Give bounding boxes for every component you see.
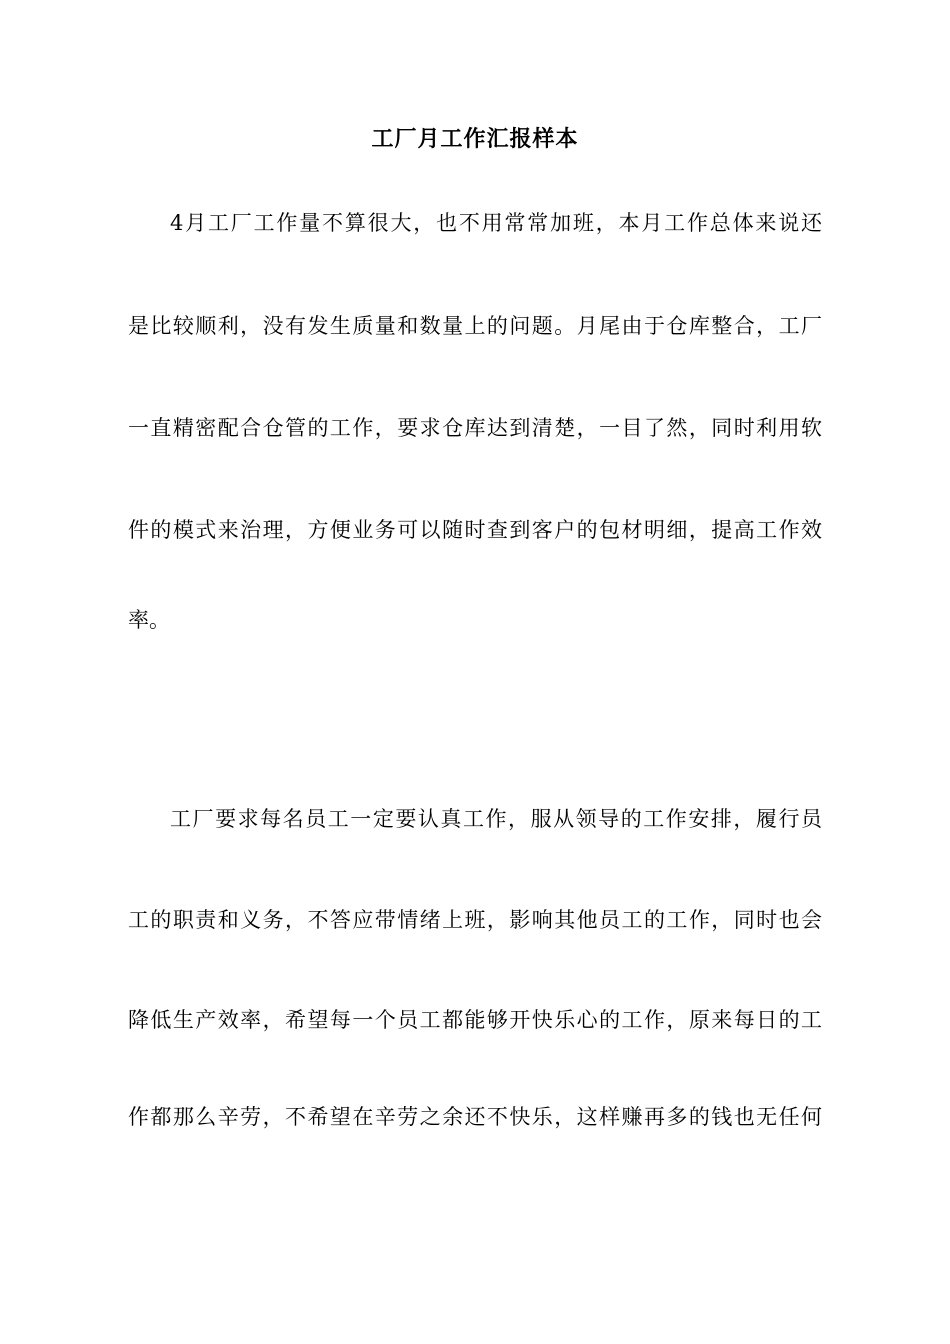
paragraph-2-line-3: 降低生产效率，希望每一个员工都能够开快乐心的工作，原来每日的工 — [128, 1008, 822, 1032]
paragraph-2-line-4: 作都那么辛劳，不希望在辛劳之余还不快乐，这样赚再多的钱也无任何 — [128, 1105, 822, 1129]
paragraph-1-line-5: 率。 — [128, 608, 170, 632]
paragraph-2-line-1: 工厂要求每名员工一定要认真工作，服从领导的工作安排，履行员 — [170, 807, 822, 831]
paragraph-2-line-2: 工的职责和义务，不答应带情绪上班，影响其他员工的工作，同时也会 — [128, 908, 822, 932]
paragraph-1-line-4: 件的模式来治理，方便业务可以随时查到客户的包材明细，提高工作效 — [128, 518, 822, 542]
paragraph-1-line-2: 是比较顺利，没有发生质量和数量上的问题。月尾由于仓库整合，工厂 — [128, 314, 822, 338]
document-title: 工厂月工作汇报样本 — [371, 127, 579, 152]
paragraph-1-line-1: 4月工厂工作量不算很大，也不用常常加班，本月工作总体来说还 — [170, 211, 822, 235]
paragraph-1-line-3: 一直精密配合仓管的工作，要求仓库达到清楚，一目了然，同时利用软 — [128, 416, 822, 440]
